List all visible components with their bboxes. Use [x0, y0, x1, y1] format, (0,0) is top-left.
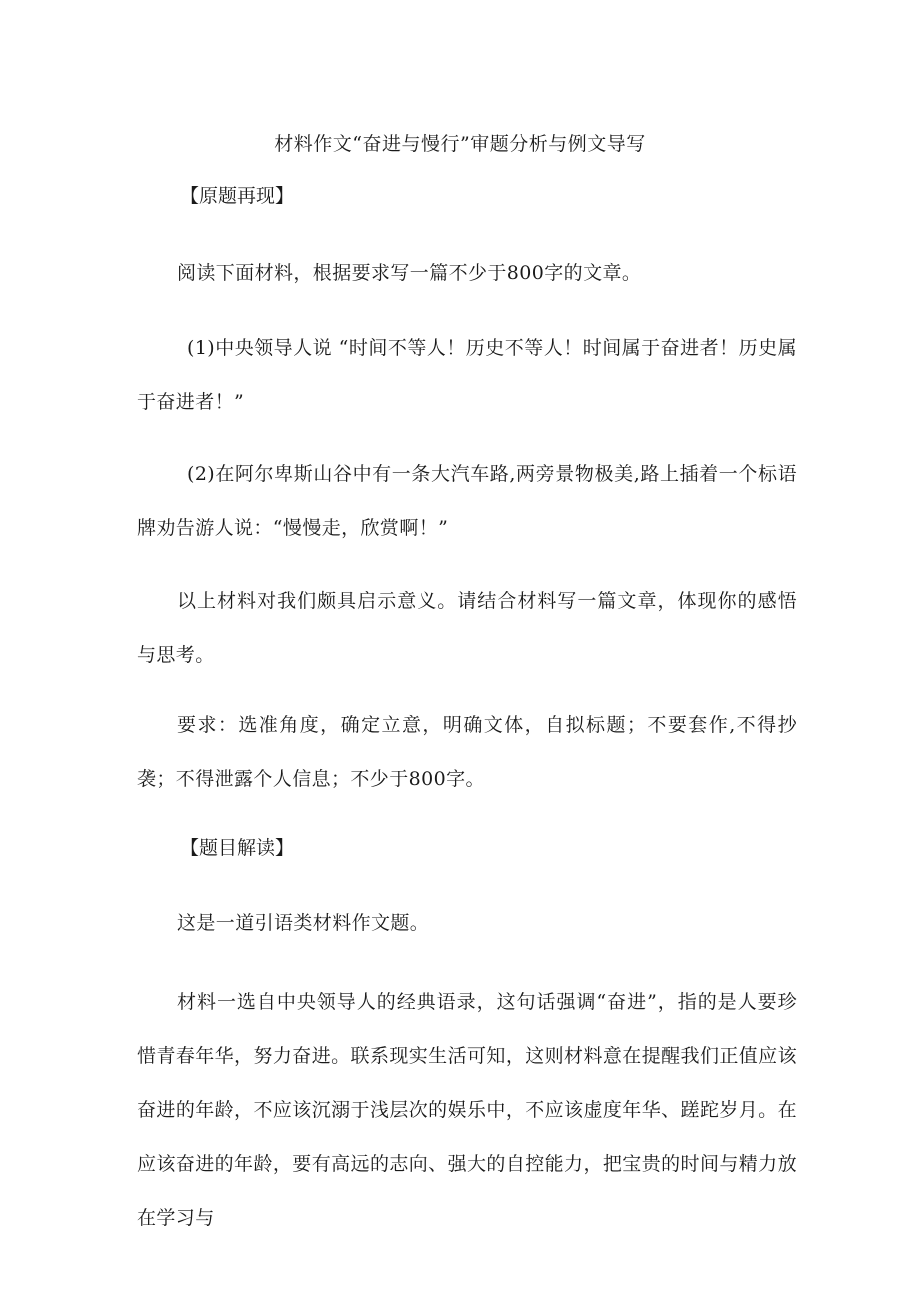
- material-2-paragraph: (2)在阿尔卑斯山谷中有一条大汽车路,两旁景物极美,路上插着一个标语牌劝告游人说：“慢慢走，欣赏啊！”: [137, 463, 797, 539]
- prompt-intro-paragraph: 阅读下面材料，根据要求写一篇不少于800字的文章。: [177, 262, 642, 284]
- requirements-paragraph: 要求：选准角度，确定立意，明确文体，自拟标题；不要套作,不得抄袭；不得泄露个人信息；不少于800字。: [137, 714, 797, 790]
- material-1-paragraph: (1)中央领导人说 “时间不等人！历史不等人！时间属于奋进者！历史属于奋进者！”: [137, 337, 797, 413]
- section-heading-original: 【原题再现】: [180, 185, 295, 207]
- analysis-body-paragraph: 材料一选自中央领导人的经典语录，这句话强调“奋进”，指的是人要珍惜青春年华，努力奋进。联系现实生活可知，这则材料意在提醒我们正值应该奋进的年龄，不应该沉溺于浅层次的娱乐中，不应该虚度年华、蹉跎岁月。在应该奋进的年龄，要有高远的志向、强大的自控能力，把宝贵的时间与精力放在学习与: [137, 991, 797, 1229]
- analysis-intro-paragraph: 这是一道引语类材料作文题。: [177, 912, 430, 934]
- section-heading-analysis: 【题目解读】: [180, 837, 295, 859]
- inspiration-paragraph: 以上材料对我们颇具启示意义。请结合材料写一篇文章，体现你的感悟与思考。: [137, 590, 797, 666]
- document-title: 材料作文“奋进与慢行”审题分析与例文导写: [274, 133, 646, 155]
